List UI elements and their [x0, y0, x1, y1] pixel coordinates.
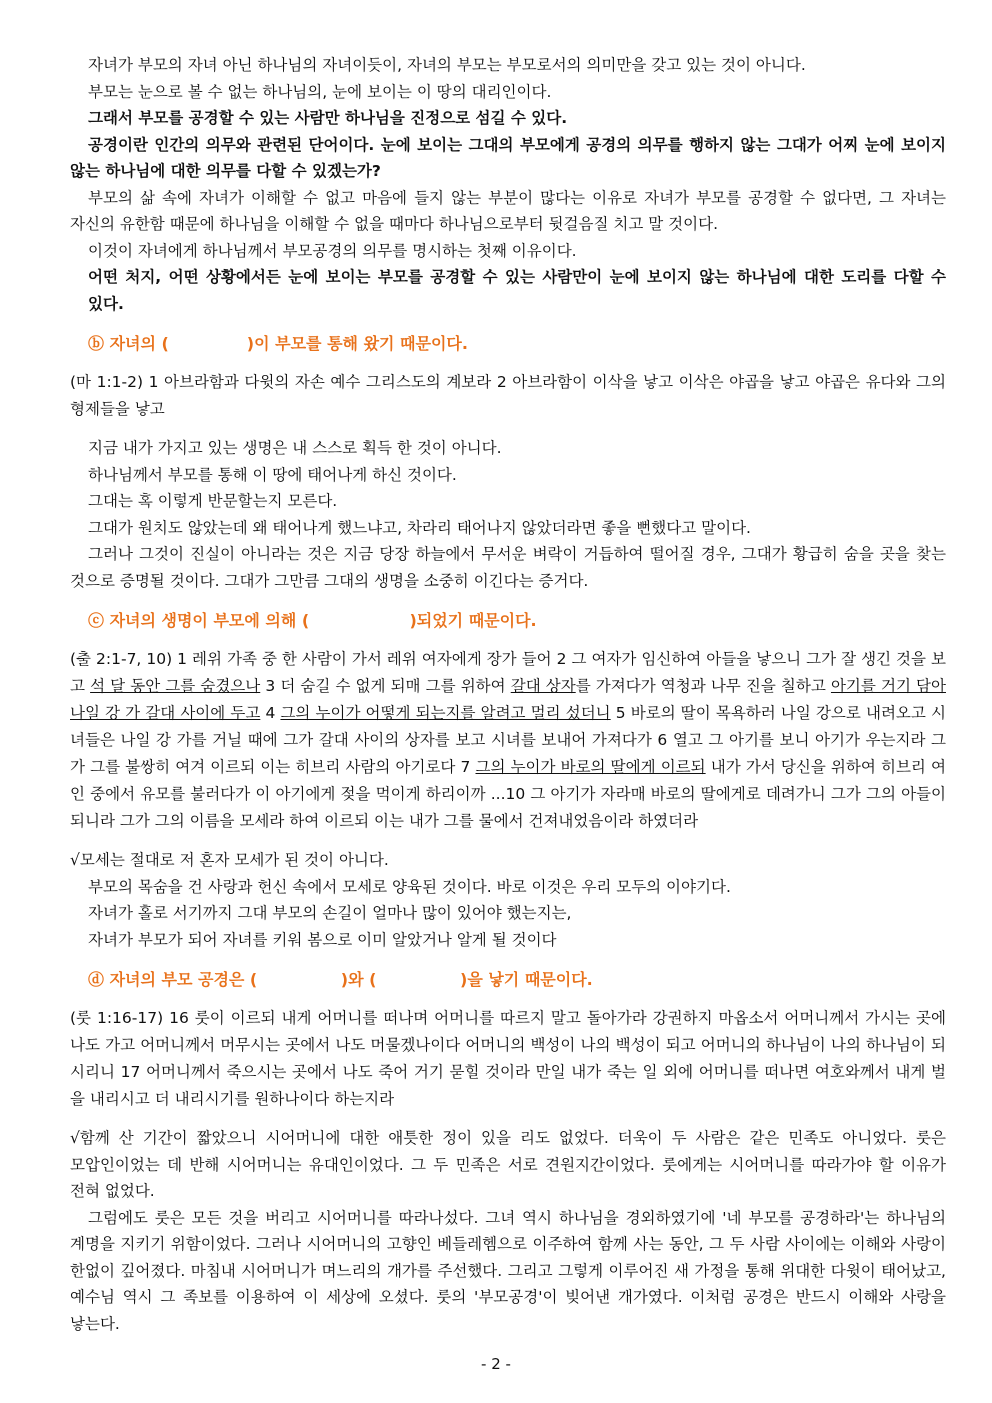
paragraph: 부모의 목숨을 건 사랑과 헌신 속에서 모세로 양육된 것이다. 바로 이것은 우리 모두의 이야기다. [88, 877, 731, 896]
underlined-text: 갈대 상자 [510, 677, 576, 695]
paragraph: 그대는 혹 이렇게 반문할는지 모른다. [88, 492, 338, 510]
bold-paragraph: 공경이란 인간의 의무와 관련된 단어이다. 눈에 보이는 그대의 부모에게 공경의 의무를 행하지 않는 그대가 어찌 눈에 보이지 않는 하나님에 대한 의무를 다할 수 있겠는가? [70, 135, 946, 180]
paragraph: 그럼에도 룻은 모든 것을 버리고 시어머니를 따라나섰다. 그녀 역시 하나님을 경외하였기에 '네 부모를 공경하라'는 하나님의 계명을 지키기 위함이었다. 그러나 시어머니의 고향인 베들레헴으로 이주하여 함께 사는 동안, 그 두 사람 사이에는 이해와 사랑이 한없이 깊어졌다. 마침내 시어머니가 며느리의 개가를 주선했다. 그리고 그렇게 이루어진 새 가정을 통해 위대한 다윗이 태어났고, 예수님 역시 그 족보를 이용하여 이 세상에 오셨다. 룻의 '부모공경'이 빚어낸 개가였다. 이처럼 공경은 반드시 이해와 사랑을 낳는다. [70, 1208, 946, 1333]
section-heading-d: ⓓ 자녀의 부모 공경은 ( )와 ( )을 낳기 때문이다. [88, 970, 593, 989]
underlined-text: 그의 누이가 바로의 딸에게 이르되 [475, 758, 706, 776]
paragraph: 이것이 자녀에게 하나님께서 부모공경의 의무를 명시하는 첫째 이유이다. [88, 241, 577, 260]
paragraph: 그대가 원치도 않았는데 왜 태어나게 했느냐고, 차라리 태어나지 않았더라면 좋을 뻔했다고 말이다. [88, 518, 751, 537]
underlined-text: 아기를 거기 담아 나일 강 가 갈대 사이에 두고 [70, 677, 946, 722]
paragraph: 지금 내가 가지고 있는 생명은 내 스스로 획득 한 것이 아니다. [88, 439, 502, 457]
section-heading-c: ⓒ 자녀의 생명이 부모에 의해 ( )되었기 때문이다. [88, 611, 537, 630]
bold-paragraph: 그래서 부모를 공경할 수 있는 사람만 하나님을 진정으로 섬길 수 있다. [88, 109, 568, 127]
scripture-passage: (룻 1:16-17) 16 룻이 이르되 내게 어머니를 떠나며 어머니를 따르지 말고 돌아가라 강권하지 마옵소서 어머니께서 가시는 곳에 나도 가고 어머니께서 머무시는 곳에서 나도 머물겠나이다 어머니의 백성이 나의 백성이 되고 어머니의 하나님이 나의 하나님이 되시리니 17 어머니께서 죽으시는 곳에서 나도 죽어 거기 묻힐 것이라 만일 내가 죽는 일 외에 어머니를 떠나면 여호와께서 내게 벌을 내리시고 더 내리시기를 원하나이다 하는지라 [70, 1009, 946, 1108]
document-page [70, 52, 946, 1337]
paragraph: 자녀가 홀로 서기까지 그대 부모의 손길이 얼마나 많이 있어야 했는지는, [88, 904, 572, 922]
scripture-passage: (마 1:1-2) 1 아브라함과 다윗의 자손 예수 그리스도의 계보라 2 아브라함이 이삭을 낳고 이삭은 야곱을 낳고 야곱은 유다와 그의 형제들을 낳고 [70, 373, 946, 418]
paragraph: 부모는 눈으로 볼 수 없는 하나님의, 눈에 보이는 이 땅의 대리인이다. [88, 82, 552, 101]
page-number: - 2 - [481, 1355, 511, 1373]
bold-paragraph: 어떤 처지, 어떤 상황에서든 눈에 보이는 부모를 공경할 수 있는 사람만이 눈에 보이지 않는 하나님에 대한 도리를 다할 수 있다. [88, 268, 946, 313]
paragraph: 자녀가 부모가 되어 자녀를 키워 봄으로 이미 알았거나 알게 될 것이다 [88, 930, 557, 949]
paragraph: 자녀가 부모의 자녀 아닌 하나님의 자녀이듯이, 자녀의 부모는 부모로서의 의미만을 갖고 있는 것이 아니다. [88, 56, 806, 74]
underlined-text: 그의 누이가 어떻게 되는지를 알려고 멀리 섰더니 [280, 704, 611, 722]
check-note: √함께 산 기간이 짧았으니 시어머니에 대한 애틋한 정이 있을 리도 없었다. 더욱이 두 사람은 같은 민족도 아니었다. 룻은 모압인이었는 데 반해 시어머니는 유대인이었다. 그 두 민족은 서로 견원지간이었다. 룻에게는 시어머니를 따라가야 할 이유가 전혀 없었다. [70, 1129, 946, 1200]
paragraph: 그러나 그것이 진실이 아니라는 것은 지금 당장 하늘에서 무서운 벼락이 거듭하여 떨어질 경우, 그대가 황급히 숨을 곳을 찾는 것으로 증명될 것이다. 그대가 그만큼 그대의 생명을 소중히 이긴다는 증거다. [70, 545, 946, 590]
section-heading-b: ⓑ 자녀의 ( )이 부모를 통해 왔기 때문이다. [88, 334, 468, 353]
paragraph: 하나님께서 부모를 통해 이 땅에 태어나게 하신 것이다. [88, 465, 457, 484]
scripture-passage: (출 2:1-7, 10) 1 레위 가족 중 한 사람이 가서 레위 여자에게 장가 들어 2 그 여자가 임신하여 아들을 낳으니 그가 잘 생긴 것을 보고 석 달 동안 그를 숨겼으나 3 더 숨길 수 없게 되매 그를 위하여 갈대 상자를 가져다가 역청과 나무 진을 칠하고 아기를 거기 담아 나일 강 가 갈대 사이에 두고 4 그의 누이가 어떻게 되는지를 알려고 멀리 섰더니 5 바로의 딸이 목욕하러 나일 강으로 내려오고 시녀들은 나일 강 가를 거닐 때에 그가 갈대 사이의 상자를 보고 시녀를 보내어 가져다가 6 열고 그 아기를 보니 아기가 우는지라 그가 그를 불쌍히 여겨 이르되 이는 히브리 사람의 아기로다 7 그의 누이가 바로의 딸에게 이르되 내가 가서 당신을 위하여 히브리 여인 중에서 유모를 불러다가 이 아기에게 젖을 먹이게 하리이까 ...10 그 아기가 자라매 바로의 딸에게로 데려가니 그가 그의 아들이 되니라 그가 그의 이름을 모세라 하여 이르되 이는 내가 그를 물에서 건져내었음이라 하였더라 [70, 650, 946, 830]
paragraph: 부모의 삶 속에 자녀가 이해할 수 없고 마음에 들지 않는 부분이 많다는 이유로 자녀가 부모를 공경할 수 없다면, 그 자녀는 자신의 유한함 때문에 하나님을 이해할 수 없을 때마다 하나님으로부터 뒷걸음질 치고 말 것이다. [70, 188, 946, 233]
underlined-text: 석 달 동안 그를 숨겼으나 [90, 677, 261, 695]
check-note: √모세는 절대로 저 혼자 모세가 된 것이 아니다. [70, 851, 389, 869]
